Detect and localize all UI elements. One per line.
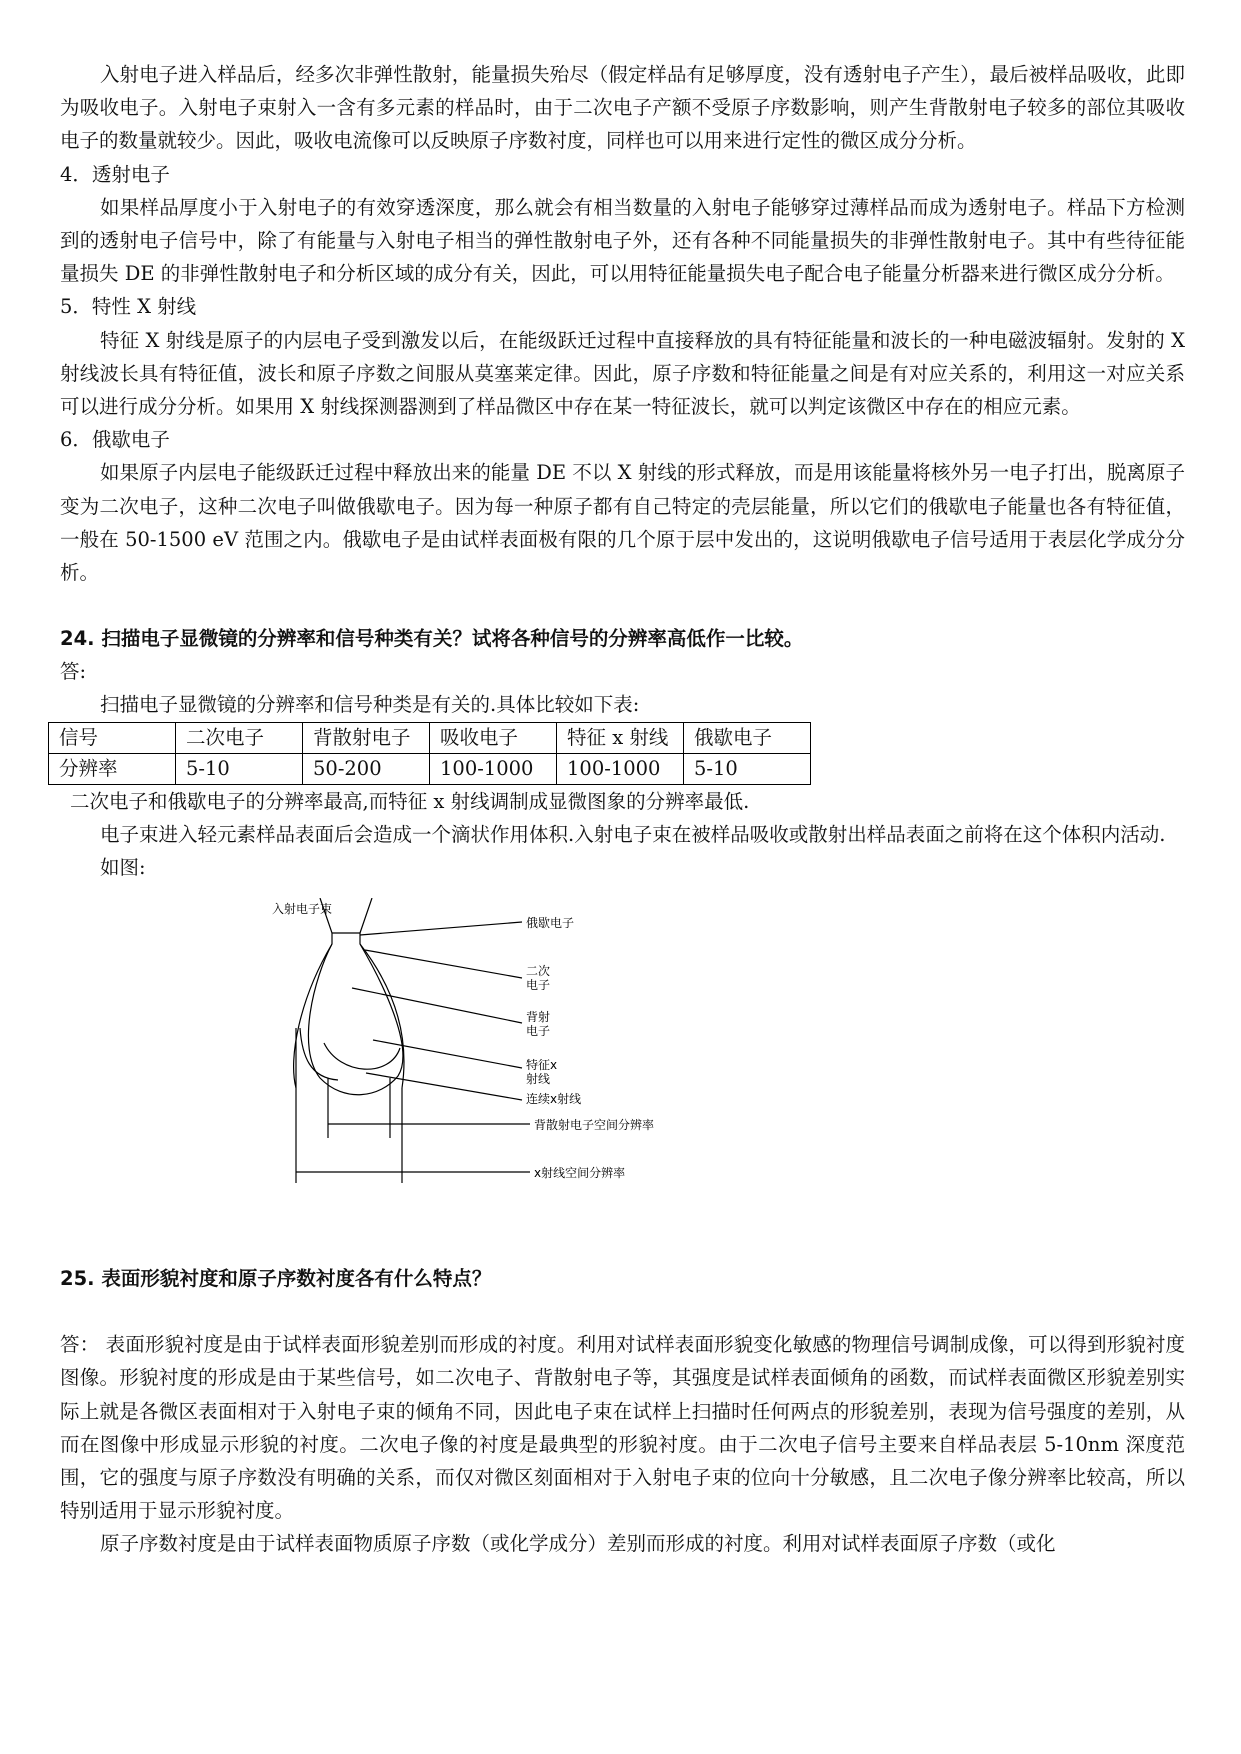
q24-comparison: 二次电子和俄歇电子的分辨率最高,而特征 x 射线调制成显微图象的分辨率最低. bbox=[70, 789, 750, 813]
table-cell: 50-200 bbox=[303, 753, 430, 784]
table-cell: 俄歇电子 bbox=[684, 722, 811, 753]
paragraph-absorbed-electrons: 入射电子进入样品后，经多次非弹性散射，能量损失殆尽（假定样品有足够厚度，没有透射电子产生），最后被样品吸收，此即为吸收电子。入射电子束射入一含有多元素的样品时，由于二次电子产额不受原子序数影响，则产生背散射电子较多的部位其吸收电子的数量就较少。因此，吸收电流像可以反映原子序数衬度，同样也可以用来进行定性的微区成分分析。 bbox=[60, 63, 1185, 153]
label-incident-beam: 入射电子束 bbox=[272, 902, 333, 917]
q24-figure-intro: 如图: bbox=[100, 856, 146, 880]
question-24: 24. 扫描电子显微镜的分辨率和信号种类有关？试将各种信号的分辨率高低作一比较。 bbox=[60, 627, 804, 651]
label-backscatter-1: 背射 bbox=[526, 1010, 551, 1025]
q25-answer: 答： 表面形貌衬度是由于试样表面形貌差别而形成的衬度。利用对试样表面形貌变化敏感的物理信号调制成像，可以得到形貌衬度图像。形貌衬度的形成是由于某些信号，如二次电子、背散射电子等，其强度是试样表面倾角的函数，而试样表面微区形貌差别实际上就是各微区表面相对于入射电子束的倾角不同，因此电子束在试样上扫描时任何两点的形貌差别，表现为信号强度的差别，从而在图像中形成显示形貌的衬度。二次电子像的衬度是最典型的形貌衬度。由于二次电子信号主要来自样品表层 5-10nm 深度范围，它的强度与原子序数没有明确的关系，而仅对微区刻面相对于入射电子束的位向十分敏感，且二次电子像分辨率比较高，所以特别适用于显示形貌衬度。 bbox=[60, 1333, 1185, 1523]
label-xray-2: 射线 bbox=[526, 1072, 551, 1087]
label-continuous-xray: 连续x射线 bbox=[526, 1092, 582, 1107]
label-xray-1: 特征x bbox=[526, 1058, 558, 1073]
q24-intro: 扫描电子显微镜的分辨率和信号种类是有关的.具体比较如下表: bbox=[100, 693, 640, 717]
table-cell: 100-1000 bbox=[557, 753, 684, 784]
interaction-volume-diagram bbox=[240, 898, 800, 1228]
heading-transmitted-electrons: 4．透射电子 bbox=[60, 162, 170, 186]
table-cell: 5-10 bbox=[684, 753, 811, 784]
table-cell: 分辨率 bbox=[49, 753, 176, 784]
table-cell: 信号 bbox=[49, 722, 176, 753]
table-cell: 二次电子 bbox=[176, 722, 303, 753]
label-bs-resolution: 背散射电子空间分辨率 bbox=[534, 1118, 655, 1133]
q24-interaction-volume: 电子束进入轻元素样品表面后会造成一个滴状作用体积.入射电子束在被样品吸收或散射出样品表面之前将在这个体积内活动. bbox=[100, 822, 1166, 846]
label-secondary-2: 电子 bbox=[526, 978, 551, 993]
table-cell: 背散射电子 bbox=[303, 722, 430, 753]
heading-auger-electrons: 6．俄歇电子 bbox=[60, 428, 170, 452]
table-cell: 5-10 bbox=[176, 753, 303, 784]
table-cell: 特征 x 射线 bbox=[557, 722, 684, 753]
resolution-table bbox=[48, 722, 811, 785]
document-page bbox=[60, 58, 1185, 1561]
answer-label: 答: bbox=[60, 660, 87, 684]
label-x-resolution: x射线空间分辨率 bbox=[534, 1166, 626, 1181]
question-25: 25. 表面形貌衬度和原子序数衬度各有什么特点？ bbox=[60, 1267, 492, 1291]
q25-atomic-number-contrast: 原子序数衬度是由于试样表面物质原子序数（或化学成分）差别而形成的衬度。利用对试样表面原子序数（或化 bbox=[100, 1532, 1056, 1556]
label-auger: 俄歇电子 bbox=[526, 916, 575, 931]
heading-characteristic-xray: 5．特性 X 射线 bbox=[60, 295, 197, 319]
label-backscatter-2: 电子 bbox=[526, 1024, 551, 1039]
paragraph-characteristic-xray: 特征 X 射线是原子的内层电子受到激发以后，在能级跃迁过程中直接释放的具有特征能量和波长的一种电磁波辐射。发射的 X 射线波长具有特征值，波长和原子序数之间服从莫塞莱定律。因此，原子序数和特征能量之间是有对应关系的，利用这一对应关系可以进行成分分析。如果用 X 射线探测器测到了样品微区中存在某一特征波长，就可以判定该微区中存在的相应元素。 bbox=[60, 328, 1185, 419]
table-cell: 100-1000 bbox=[430, 753, 557, 784]
interaction-volume-figure bbox=[240, 898, 800, 1228]
paragraph-auger-electrons: 如果原子内层电子能级跃迁过程中释放出来的能量 DE 不以 X 射线的形式释放，而是用该能量将核外另一电子打出，脱离原子变为二次电子，这种二次电子叫做俄歇电子。因为每一种原子都有自己特定的壳层能量，所以它们的俄歇电子能量也各有特征值，一般在 50-1500 eV 范围之内。俄歇电子是由试样表面极有限的几个原于层中发出的，这说明俄歇电子信号适用于表层化学成分分析。 bbox=[60, 461, 1185, 585]
table-cell: 吸收电子 bbox=[430, 722, 557, 753]
label-secondary-1: 二次 bbox=[526, 964, 551, 979]
table-header-row bbox=[49, 722, 811, 753]
paragraph-transmitted-electrons: 如果样品厚度小于入射电子的有效穿透深度，那么就会有相当数量的入射电子能够穿过薄样品而成为透射电子。样品下方检测到的透射电子信号中，除了有能量与入射电子相当的弹性散射电子外，还有各种不同能量损失的非弹性散射电子。其中有些待征能量损失 DE 的非弹性散射电子和分析区域的成分有关，因此，可以用特征能量损失电子配合电子能量分析器来进行微区成分分析。 bbox=[60, 195, 1185, 286]
table-row bbox=[49, 753, 811, 784]
